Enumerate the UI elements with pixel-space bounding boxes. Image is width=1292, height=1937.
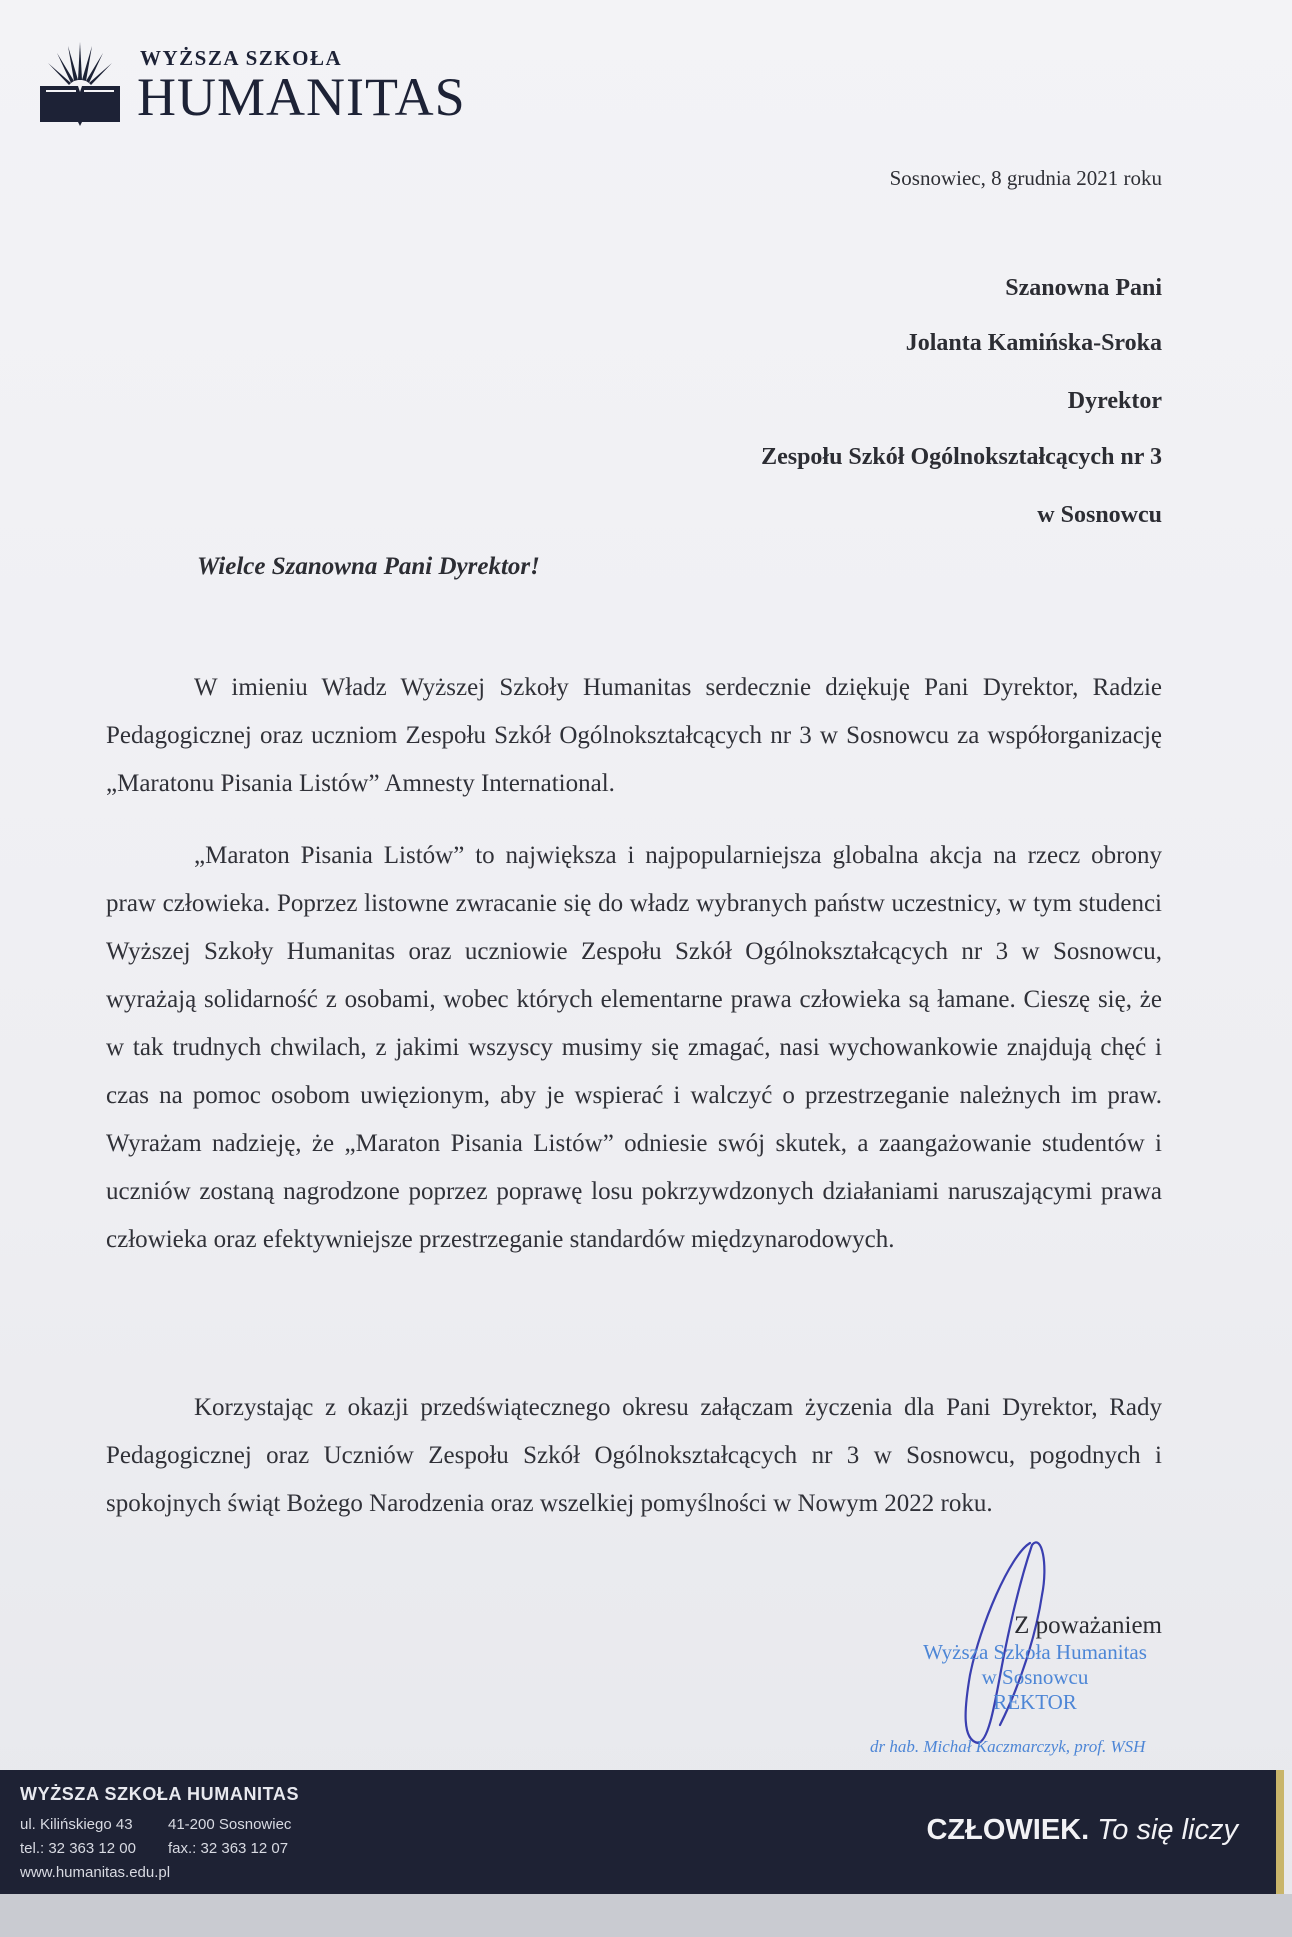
addressee-line-2: Jolanta Kamińska-Sroka [905,330,1162,356]
letter-greeting: Wielce Szanowna Pani Dyrektor! [197,553,540,580]
footer-phones [20,1840,288,1857]
paragraph-2: „Maraton Pisania Listów” to największa i najpopularniejsza globalna akcja na rzecz obrony praw człowieka. Poprzez listowne zwracanie się do władz wybranych państw uczestnicy, w tym studenci Wyższej Szkoły Humanitas oraz uczniowie Zespołu Szkół Ogólnokształcących nr 3 w Sosnowcu, wyrażają solidarność z osobami, wobec których elementarne prawa człowieka są łamane. Cieszę się, że w tak trudnych chwilach, z jakimi wszyscy musimy się zmagać, nasi wychowankowie znajdują chęć i czas na pomoc osobom uwięzionym, aby je wspierać i walczyć o przestrzeganie należnych im praw. Wyrażam nadzieję, że „Maraton Pisania Listów” odniesie swój skutek, a zaangażowanie studentów i uczniów zostaną nagrodzone poprzez poprawę losu pokrzywdzonych działaniami naruszającymi prawa człowieka oraz efektywniejsze przestrzeganie standardów międzynarodowych. [106,842,1162,1253]
stamp-line-3: REKTOR [993,1690,1077,1714]
stamp-line-2: w Sosnowcu [981,1665,1089,1689]
footer-gold-edge [1276,1770,1284,1894]
footer-website: www.humanitas.edu.pl [20,1864,171,1881]
paragraph-1: W imieniu Władz Wyższej Szkoły Humanitas serdecznie dziękuję Pani Dyrektor, Radzie Pedagogicznej oraz uczniom Zespołu Szkół Ogólnokształcących nr 3 w Sosnowcu za współorganizację „Maratonu Pisania Listów” Amnesty International. [106,674,1162,797]
university-logo [38,36,478,126]
logo-big-text: HUMANITAS [137,67,466,127]
stamp-signer: dr hab. Michał Kaczmarczyk, prof. WSH [870,1737,1146,1756]
paragraph-3: Korzystając z okazji przedświątecznego okresu załączam życzenia dla Pani Dyrektor, Rady Pedagogicznej oraz Uczniów Zespołu Szkół Ogólnokształcących nr 3 w Sosnowcu, pogodnych i spokojnych świąt Bożego Narodzenia oraz wszelkiej pomyślności w Nowym 2022 roku. [106,1394,1162,1517]
rector-stamp [890,1640,1180,1715]
slogan-bold: CZŁOWIEK. [926,1814,1090,1846]
letter-date: Sosnowiec, 8 grudnia 2021 roku [889,166,1162,190]
slogan-italic: To się liczy [1097,1814,1238,1846]
closing-phrase: Z poważaniem [1014,1612,1162,1639]
footer-tel: tel.: 32 363 12 00 [20,1840,136,1857]
logo-small-text: WYŻSZA SZKOŁA [140,46,343,70]
footer-slogan [926,1814,1238,1847]
footer-university-name: WYŻSZA SZKOŁA HUMANITAS [20,1784,300,1804]
footer-fax: fax.: 32 363 12 07 [168,1840,289,1857]
addressee-line-4: Zespołu Szkół Ogólnokształcących nr 3 [761,444,1162,470]
addressee-line-5: w Sosnowcu [1037,502,1162,528]
addressee-line-1: Szanowna Pani [1005,275,1162,301]
footer-city: 41-200 Sosnowiec [168,1816,292,1833]
book-sun-icon [38,36,122,126]
stamp-line-1: Wyższa Szkoła Humanitas [923,1640,1147,1664]
footer-band [0,1770,1282,1894]
footer-address [20,1816,291,1833]
addressee-line-3: Dyrektor [1067,388,1162,414]
page-bottom-margin [0,1894,1292,1937]
footer-street: ul. Kilińskiego 43 [20,1816,133,1833]
